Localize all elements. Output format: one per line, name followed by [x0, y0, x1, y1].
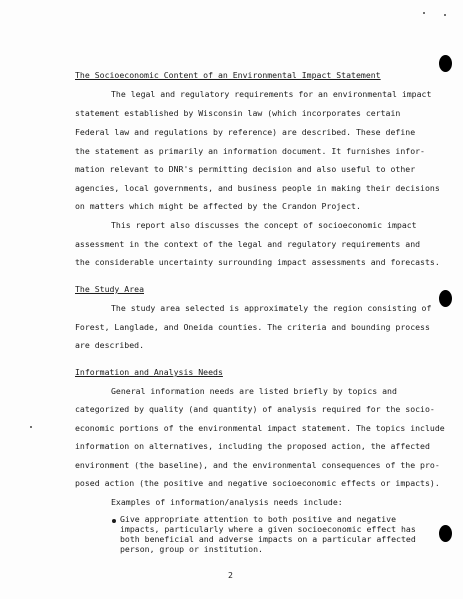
paragraph-line: Examples of information/analysis needs include: [111, 497, 343, 507]
scan-speck [30, 426, 32, 428]
paragraph-line: This report also discusses the concept of socioeconomic impact [111, 220, 417, 230]
paragraph-line: economic portions of the environmental impact statement. The topics include [75, 423, 445, 433]
paragraph-line: Federal law and regulations by reference) are described. These define [75, 127, 416, 137]
paragraph-line: environment (the baseline), and the environmental consequences of the pro- [75, 460, 440, 470]
page-number: 2 [228, 570, 233, 580]
punch-hole-bottom [439, 525, 452, 542]
paragraph-line: on matters which might be affected by the Crandon Project. [75, 201, 361, 211]
bullet-item-line: both beneficial and adverse impacts on a particular affected [120, 534, 416, 544]
bullet-item-line: Give appropriate attention to both positive and negative [120, 514, 397, 524]
paragraph-line: The legal and regulatory requirements for an environmental impact [111, 89, 432, 99]
punch-hole-top [439, 55, 452, 72]
paragraph-line: posed action (the positive and negative socioeconomic effects or impacts). [75, 478, 440, 488]
paragraph-line: General information needs are listed briefly by topics and [111, 386, 397, 396]
section-heading: The Study Area [75, 284, 145, 294]
paragraph-line: information on alternatives, including the proposed action, the affected [75, 441, 430, 451]
section-heading: The Socioeconomic Content of an Environmental Impact Statement [75, 70, 381, 80]
punch-hole-middle [439, 290, 452, 307]
section-heading: Information and Analysis Needs [75, 367, 223, 377]
bullet-item-line: impacts, particularly where a given socioeconomic effect has [120, 524, 416, 534]
paragraph-line: the considerable uncertainty surrounding impact assessments and forecasts. [75, 257, 440, 267]
paragraph-line: The study area selected is approximately the region consisting of [111, 303, 432, 313]
paragraph-line: mation relevant to DNR's permitting decision and also useful to other [75, 164, 416, 174]
paragraph-line: categorized by quality (and quantity) of analysis required for the socio- [75, 404, 435, 414]
paragraph-line: agencies, local governments, and business people in making their decisions [75, 183, 440, 193]
bullet-point-icon [112, 519, 116, 523]
paragraph-line: assessment in the context of the legal and regulatory requirements and [75, 239, 421, 249]
scan-speck [444, 14, 446, 16]
bullet-item-line: person, group or institution. [120, 544, 263, 554]
scan-speck [423, 12, 425, 14]
paragraph-line: statement established by Wisconsin law (which incorporates certain [75, 108, 401, 118]
paragraph-line: Forest, Langlade, and Oneida counties. The criteria and bounding process [75, 322, 430, 332]
paragraph-line: the statement as primarily an information document. It furnishes infor- [75, 146, 425, 156]
paragraph-line: are described. [75, 340, 145, 350]
